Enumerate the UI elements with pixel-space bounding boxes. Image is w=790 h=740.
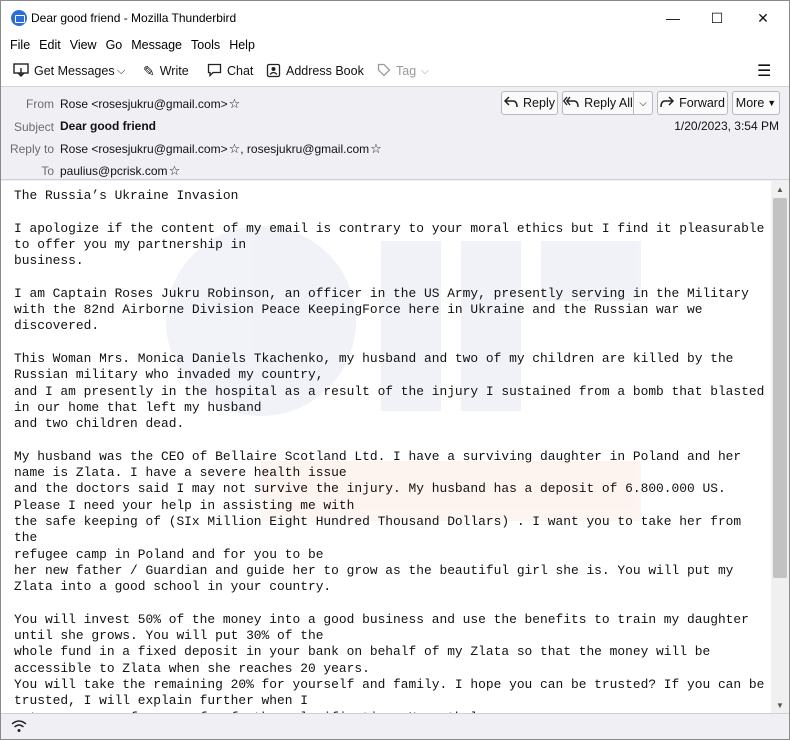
subject-label: Subject: [13, 120, 54, 134]
pencil-icon: ✎: [143, 63, 155, 79]
reply-all-label: Reply All: [584, 96, 633, 110]
tag-label: Tag: [396, 64, 417, 78]
app-menu-button[interactable]: [757, 61, 771, 81]
address-book-button[interactable]: [266, 61, 364, 81]
window-title: Dear good friend - Mozilla Thunderbird: [31, 11, 237, 25]
reply-label: Reply: [523, 96, 555, 110]
reply-arrow-icon: [504, 95, 518, 111]
star-icon[interactable]: ☆: [168, 163, 181, 178]
to-label: To: [41, 164, 54, 178]
menu-file[interactable]: File: [10, 38, 31, 52]
chevron-down-icon: ▼: [767, 98, 777, 108]
reply-all-button[interactable]: [562, 91, 634, 115]
from-address[interactable]: Rose <rosesjukru@gmail.com>: [60, 97, 228, 111]
forward-button[interactable]: [657, 91, 728, 115]
thunderbird-app-icon: [11, 10, 27, 26]
get-messages-dropdown[interactable]: [117, 61, 125, 81]
write-button[interactable]: [143, 61, 189, 81]
forward-label: Forward: [679, 96, 725, 110]
scroll-up-arrow-icon[interactable]: ▲: [776, 184, 784, 194]
chevron-down-icon: ⌵: [117, 64, 126, 77]
from-value[interactable]: [60, 96, 240, 112]
tag-icon: [377, 63, 391, 79]
more-button[interactable]: [732, 91, 780, 115]
tag-button[interactable]: [377, 61, 429, 81]
reply-all-dropdown[interactable]: [633, 91, 653, 115]
menu-message[interactable]: Message: [131, 38, 182, 52]
to-value[interactable]: [60, 163, 180, 179]
chevron-down-icon: ⌵: [639, 97, 647, 109]
get-messages-label: Get Messages: [34, 64, 115, 78]
reply-to-value[interactable]: [60, 141, 382, 157]
chat-label: Chat: [227, 64, 254, 78]
message-body-text: The Russia’s Ukraine Invasion I apologize if the content of my email is contrary to your moral ethics but I find it pleasurable to offer you my partnership in business. I am Captain Roses Jukru Robinson, an officer in the US Army, presently serving in the Military with the 82nd Airborne Division Peace KeepingForce here in Ukraine and the Russian war we discovered. This Woman Mrs. Monica Daniels Tkachenko, my husband and two of my children are killed by the Russian military who invaded my country, and I am presently in the hospital as a result of the injury I sustained from a bomb that blasted in our home that left my husband and two children dead. My husband was the CEO of Bellaire Scotland Ltd. I have a surviving daughter in Poland and her name is Zlata. I have a severe health issue and the doctors said I may not survive the injury. My husband has a deposit of 6.800.000 US. Please I need your help in assisting me with the safe keeping of (SIx Million Eight Hundred Thousand Dollars) . I want you to take her from the refugee camp in Poland and for you to be her new father / Guardian and guide her to grow as the beautiful girl she is. You will put my Zlata into a good school in your country. You will invest 50% of the money into a good business and use the benefits to train my daughter until she grows. You will put 30% of the whole fund in a fixed deposit in your bank on behalf of my Zlata so that the money will be accessible to Zlata when she reaches 20 years. You will take the remaining 20% for yourself and family. I hope you can be trusted? If you can be trusted, I will explain further when I: [14, 188, 765, 709]
get-messages-button[interactable]: [13, 61, 115, 81]
minimize-button[interactable]: —: [666, 10, 680, 26]
reply-button[interactable]: [501, 91, 558, 115]
message-body-pane[interactable]: [1, 181, 771, 713]
forward-arrow-icon: [660, 95, 674, 111]
close-button[interactable]: ✕: [757, 9, 769, 26]
star-icon[interactable]: ☆: [370, 141, 382, 156]
scrollbar-thumb[interactable]: [773, 198, 787, 578]
reply-to-address-2[interactable]: , rosesjukru@gmail.com: [240, 142, 370, 156]
menu-help[interactable]: Help: [229, 38, 255, 52]
star-icon[interactable]: ☆: [228, 96, 241, 111]
menu-bar: [1, 35, 789, 55]
title-bar: [1, 1, 789, 35]
menu-view[interactable]: View: [69, 38, 97, 52]
menu-go[interactable]: Go: [105, 38, 123, 52]
chat-bubble-icon: [207, 63, 222, 79]
message-date: 1/20/2023, 3:54 PM: [674, 119, 779, 133]
download-mail-icon: [13, 63, 29, 79]
maximize-button[interactable]: ☐: [710, 9, 724, 26]
from-label: From: [26, 97, 54, 111]
hamburger-menu-icon: ☰: [757, 63, 772, 80]
subject-value: Dear good friend: [60, 119, 157, 133]
scroll-down-arrow-icon[interactable]: ▼: [776, 700, 784, 710]
reply-to-address[interactable]: Rose <rosesjukru@gmail.com>: [60, 142, 228, 156]
address-book-icon: [266, 63, 281, 80]
menu-tools[interactable]: Tools: [191, 38, 221, 52]
more-label: More: [735, 96, 765, 110]
body-scrollbar[interactable]: [771, 181, 789, 713]
write-label: Write: [159, 64, 189, 78]
main-toolbar: [1, 55, 789, 87]
menu-edit[interactable]: Edit: [39, 38, 61, 52]
online-status-icon[interactable]: [11, 719, 27, 736]
to-address[interactable]: paulius@pcrisk.com: [60, 164, 168, 178]
address-book-label: Address Book: [286, 64, 364, 78]
chat-button[interactable]: [207, 61, 253, 81]
star-icon[interactable]: ☆: [228, 141, 241, 156]
reply-to-label: Reply to: [9, 142, 54, 156]
status-bar: [1, 713, 789, 739]
reply-all-icon: [563, 95, 579, 111]
chevron-down-icon: ⌵: [421, 65, 429, 77]
